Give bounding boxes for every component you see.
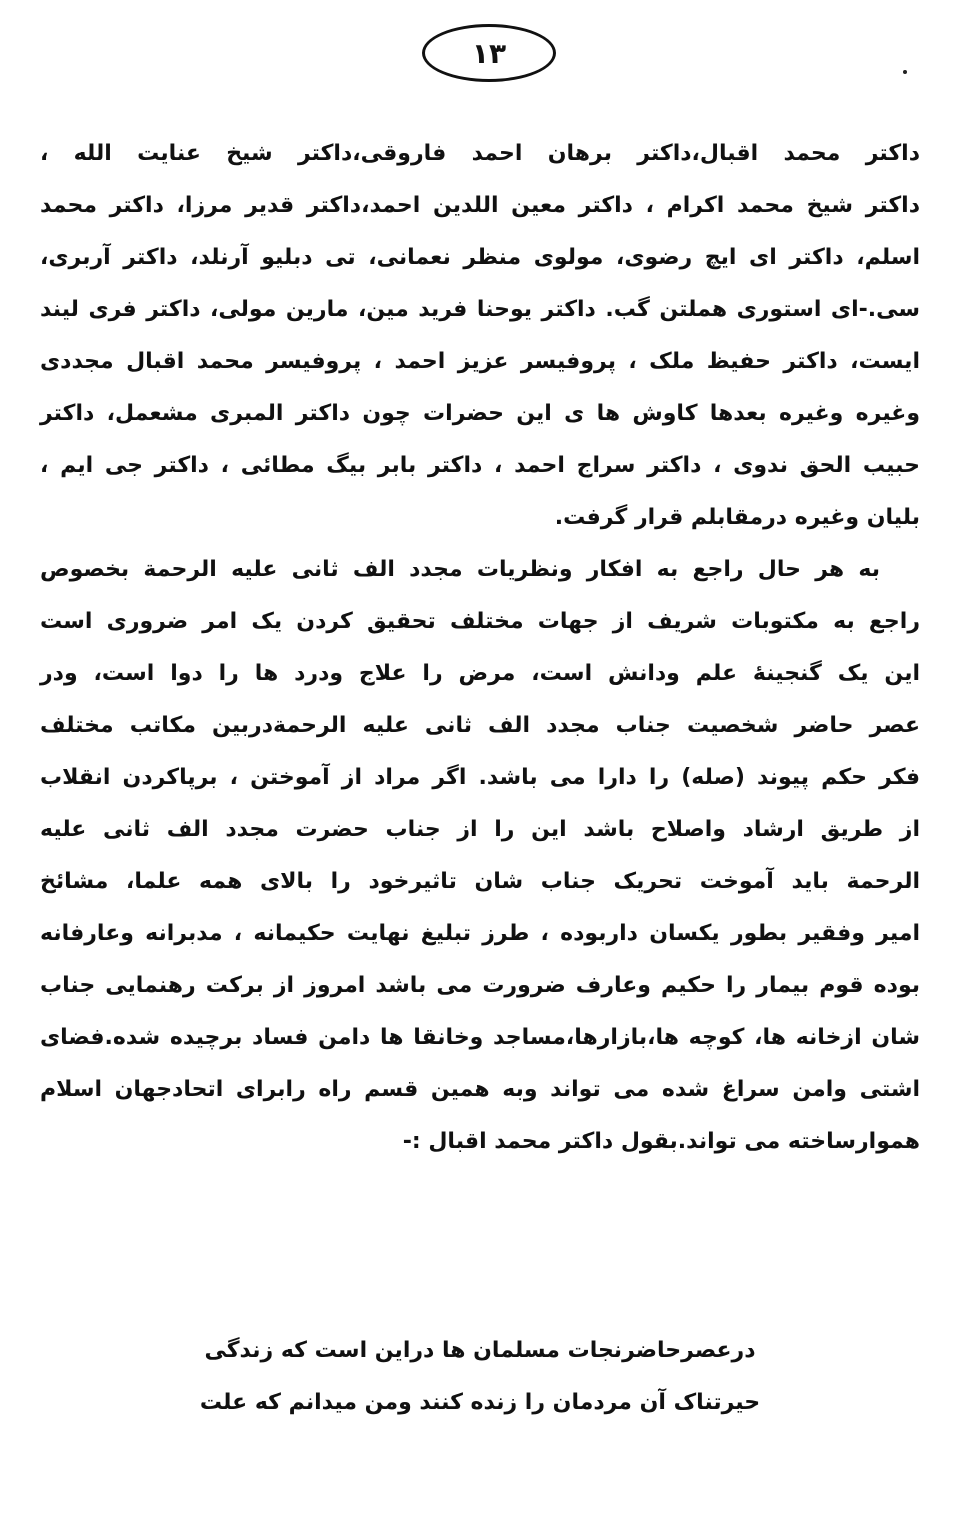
text-line: راجع به مکتوبات شریف از جهات مختلف تحقیق کردن یک امر ضروری است (40, 609, 920, 634)
text-line: داکتر محمد اقبال،داکتر برهان احمد فاروقی،داکتر شیخ عنایت الله ، (40, 141, 920, 166)
verse-line: درعصرحاضرنجات مسلمان ها دراین است که زندگی (204, 1338, 756, 1363)
text-line: اشتی وامن سراغ شده می تواند وبه همین قسم راه رابرای اتحادجهان اسلام (40, 1077, 920, 1102)
text-line: شان ازخانه ها، کوچه ها،بازارها،مساجد وخانقا ها دامن فساد برچیده شده.فضای (40, 1025, 920, 1050)
text-line: هموارساخته می تواند.بقول داکتر محمد اقبال :- (402, 1129, 920, 1154)
text-line: عصر حاضر شخصیت جناب مجدد الف ثانی علیه الرحمةدربین مکاتب مختلف (40, 713, 920, 738)
verse-quote (120, 1325, 840, 1429)
text-line: بلیان وغیره درمقابلم قرار گرفت. (554, 505, 920, 530)
text-line: به هر حال راجع به افکار ونظریات مجدد الف ثانی علیه الرحمة بخصوص (40, 557, 880, 582)
text-line: بوده قوم بیمار را حکیم وعارف ضرورت می باشد امروز از برکت رهنمایی جناب (40, 973, 920, 998)
text-line: سی.-ای استوری هملتن گب. داکتر یوحنا فرید مین، مارین مولی، داکتر فری لیند (40, 297, 920, 322)
body-text (40, 128, 920, 1168)
page-number: ۱۳ (422, 24, 556, 82)
text-line: داکتر شیخ محمد اکرام ، داکتر معین اللدین احمد،داکتر قدیر مرزا، داکتر محمد (40, 193, 920, 218)
text-line: الرحمة باید آموخت تحریک جناب شان تاثیرخود را بالای همه علما، مشائخ (40, 869, 920, 894)
text-line: فکر حکم پیوند (صله) را دارا می باشد. اگر مراد از آموختن ، برپاکردن انقلاب (40, 765, 920, 790)
text-line: اسلم، داکتر ای ایچ رضوی، مولوی منظر نعمانی، تی دبلیو آرنلد، داکتر آربری، (40, 245, 920, 270)
verse-line: حیرتناک آن مردمان را زنده کنند ومن میدانم که علت (199, 1390, 761, 1415)
text-line: این یک گنجینهٔ علم ودانش است، مرض را علاج ودرد ها را دوا است، ودر (40, 661, 920, 686)
text-line: از طریق ارشاد واصلاح باشد این را از جناب حضرت مجدد الف ثانی علیه (40, 817, 920, 842)
text-line: وغیره وغیره بعدها کاوش ها ی این حضرات چون داکتر المبری مشعمل، داکتر (40, 401, 920, 426)
text-line: امیر وفقیر بطور یکسان داربوده ، طرز تبلیغ نهایت حکیمانه ، مدبرانه وعارفانه (40, 921, 920, 946)
scan-speck (903, 70, 907, 74)
text-line: حبیب الحق ندوی ، داکتر سراج احمد ، داکتر بابر بیگ مطائی ، داکتر جی ایم ، (40, 453, 920, 478)
text-line: ایست، داکتر حفیظ ملک ، پروفیسر عزیز احمد ، پروفیسر محمد اقبال مجددی (40, 349, 920, 374)
